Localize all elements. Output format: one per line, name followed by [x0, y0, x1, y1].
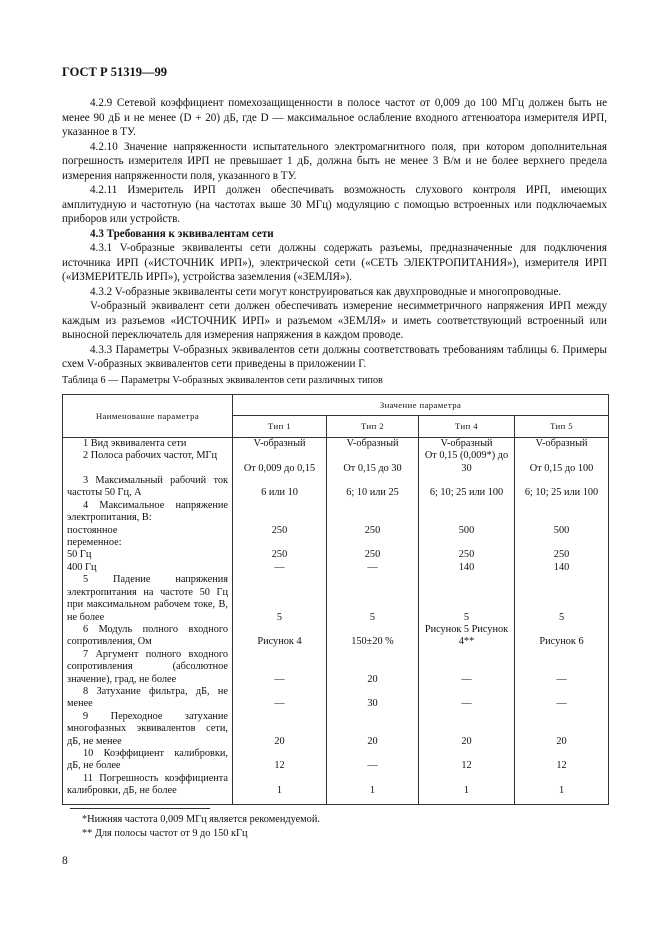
param-value: 250 [327, 549, 419, 561]
document-header: ГОСТ Р 51319—99 [62, 65, 168, 79]
param-value [419, 500, 515, 525]
table-row [63, 537, 609, 549]
param-name: 6 Модуль полного входного сопротивления, Ом [63, 624, 233, 649]
parameters-table [62, 394, 609, 805]
param-name: 4 Максимальное напряжение электропитания, В: [63, 500, 233, 525]
param-value: — [419, 686, 515, 711]
param-value: 250 [233, 525, 327, 537]
table-row [63, 500, 609, 525]
param-value: — [233, 562, 327, 574]
param-name: 7 Аргумент полного входного сопротивления (абсолютное значение), град, не более [63, 649, 233, 686]
param-value: От 0,009 до 0,15 [233, 450, 327, 475]
table-row [63, 574, 609, 624]
param-value: 250 [515, 549, 609, 561]
param-value: 6; 10; 25 или 100 [515, 475, 609, 500]
param-value: От 0,15 до 30 [327, 450, 419, 475]
param-value: — [233, 649, 327, 686]
param-value [515, 537, 609, 549]
param-value [327, 500, 419, 525]
param-value: — [419, 649, 515, 686]
param-value: — [233, 686, 327, 711]
paragraph: 4.2.10 Значение напряженности испытательного электромагнитного поля, при котором дополнительная погрешность измерителя ИРП не превышает 1 дБ, должна быть не менее 3 В/м и не более верхнего предела измерения напряженности поля, указанного в ТУ. [62, 140, 607, 182]
param-name: 9 Переходное затухание многофазных эквивалентов сети, дБ, не менее [63, 711, 233, 748]
param-value: 500 [419, 525, 515, 537]
param-value: 1 [327, 773, 419, 804]
page-number: 8 [62, 855, 68, 867]
param-value: 5 [233, 574, 327, 624]
table-row [63, 549, 609, 561]
paragraph: 4.3.3 Параметры V-образных эквивалентов сети должны соответствовать требованиям таблицы 6. Примеры схем V-образных эквивалентов сети приведены в приложении Г. [62, 343, 607, 370]
param-value: 20 [233, 711, 327, 748]
param-value: 250 [327, 525, 419, 537]
table-row [63, 475, 609, 500]
param-name: 50 Гц [63, 549, 233, 561]
table-body [63, 437, 609, 804]
param-value: 250 [233, 549, 327, 561]
table-row [63, 562, 609, 574]
table-row [63, 450, 609, 475]
param-value: V-образный [515, 437, 609, 450]
param-value: 12 [419, 748, 515, 773]
param-name: 400 Гц [63, 562, 233, 574]
param-value [233, 537, 327, 549]
param-value [419, 537, 515, 549]
table-row [63, 686, 609, 711]
param-value: От 0,15 (0,009*) до 30 [419, 450, 515, 475]
table-row [63, 773, 609, 804]
col-header-type: Тип 2 [327, 416, 419, 437]
param-value: 5 [515, 574, 609, 624]
param-value: V-образный [419, 437, 515, 450]
param-value [327, 537, 419, 549]
param-value: 5 [419, 574, 515, 624]
param-name: 11 Погрешность коэффициента калибровки, дБ, не более [63, 773, 233, 804]
param-value: 140 [419, 562, 515, 574]
param-value: 12 [515, 748, 609, 773]
param-value: 250 [419, 549, 515, 561]
param-name: 10 Коэффициент калибровки, дБ, не более [63, 748, 233, 773]
param-value: V-образный [327, 437, 419, 450]
param-value: — [515, 686, 609, 711]
param-name: 2 Полоса рабочих частот, МГц [63, 450, 233, 475]
footnote-rule [70, 808, 210, 809]
param-name: 3 Максимальный рабочий ток частоты 50 Гц, А [63, 475, 233, 500]
body-text [62, 96, 607, 372]
param-value: 20 [327, 711, 419, 748]
param-value: От 0,15 до 100 [515, 450, 609, 475]
param-value: 30 [327, 686, 419, 711]
param-value: — [327, 562, 419, 574]
param-value [233, 500, 327, 525]
table-caption: Таблица 6 — Параметры V-образных эквивалентов сети различных типов [62, 375, 383, 386]
param-value: 6; 10 или 25 [327, 475, 419, 500]
param-value: 12 [233, 748, 327, 773]
section-heading: 4.3 Требования к эквивалентам сети [90, 227, 274, 240]
param-name: переменное: [63, 537, 233, 549]
table-row [63, 711, 609, 748]
param-name: 1 Вид эквивалента сети [63, 437, 233, 450]
param-value: 5 [327, 574, 419, 624]
param-value: 6 или 10 [233, 475, 327, 500]
param-value: 150±20 % [327, 624, 419, 649]
param-value: 1 [419, 773, 515, 804]
param-value [515, 500, 609, 525]
param-value: 500 [515, 525, 609, 537]
table-row [63, 748, 609, 773]
table-row [63, 437, 609, 450]
col-header-type: Тип 1 [233, 416, 327, 437]
param-value: Рисунок 6 [515, 624, 609, 649]
param-value: 20 [419, 711, 515, 748]
col-header-value: Значение параметра [233, 395, 609, 416]
paragraph: V-образный эквивалент сети должен обеспечивать измерение несимметричного напряжения ИРП между каждым из разъемов «ИСТОЧНИК ИРП» и разъемом «ЗЕМЛЯ» и иметь соответствующий встроенный или выносной переключатель для измерения напряжения в каждом проводе. [62, 300, 607, 341]
param-value: — [515, 649, 609, 686]
paragraph: 4.3.2 V-образные эквиваленты сети могут конструироваться как двухпроводные и многопроводные. [90, 285, 562, 298]
paragraph: 4.3.1 V-образные эквиваленты сети должны содержать разъемы, предназначенные для подключения источника ИРП («ИСТОЧНИК ИРП»), электрической сети («СЕТЬ ЭЛЕКТРОПИТАНИЯ»), измерителя ИРП («ИЗМЕРИТЕЛЬ ИРП»), устройства заземления («ЗЕМЛЯ»). [62, 242, 607, 283]
param-value: 6; 10; 25 или 100 [419, 475, 515, 500]
param-value: 1 [515, 773, 609, 804]
col-header-type: Тип 5 [515, 416, 609, 437]
footnote: *Нижняя частота 0,009 МГц является рекомендуемой. [82, 814, 320, 825]
paragraph: 4.2.9 Сетевой коэффициент помехозащищенности в полосе частот от 0,009 до 100 МГц должен быть не менее 90 дБ и не менее (D + 20) дБ, где D — максимальное ослабление входного аттенюатора измерителя ИРП, указанное в ТУ. [62, 97, 607, 138]
param-name: 8 Затухание фильтра, дБ, не менее [63, 686, 233, 711]
param-name: 5 Падение напряжения электропитания на частоте 50 Гц при максимальном рабочем токе, В, не более [63, 574, 233, 624]
param-value: 1 [233, 773, 327, 804]
param-value: 20 [327, 649, 419, 686]
param-value: 20 [515, 711, 609, 748]
footnotes [82, 813, 320, 840]
col-header-type: Тип 4 [419, 416, 515, 437]
param-value: Рисунок 5 Рисунок 4** [419, 624, 515, 649]
table-row [63, 649, 609, 686]
footnote: ** Для полосы частот от 9 до 150 кГц [82, 827, 248, 839]
table-row [63, 624, 609, 649]
table-row [63, 525, 609, 537]
param-value: — [327, 748, 419, 773]
param-name: постоянное [63, 525, 233, 537]
param-value: V-образный [233, 437, 327, 450]
col-header-param: Наименование параметра [63, 395, 233, 438]
param-value: Рисунок 4 [233, 624, 327, 649]
param-value: 140 [515, 562, 609, 574]
paragraph: 4.2.11 Измеритель ИРП должен обеспечивать возможность слухового контроля ИРП, имеющих амплитудную и частотную (на частотах выше 30 МГц) модуляцию с помощью встроенных или подключаемых приборов или устройств. [62, 184, 607, 225]
